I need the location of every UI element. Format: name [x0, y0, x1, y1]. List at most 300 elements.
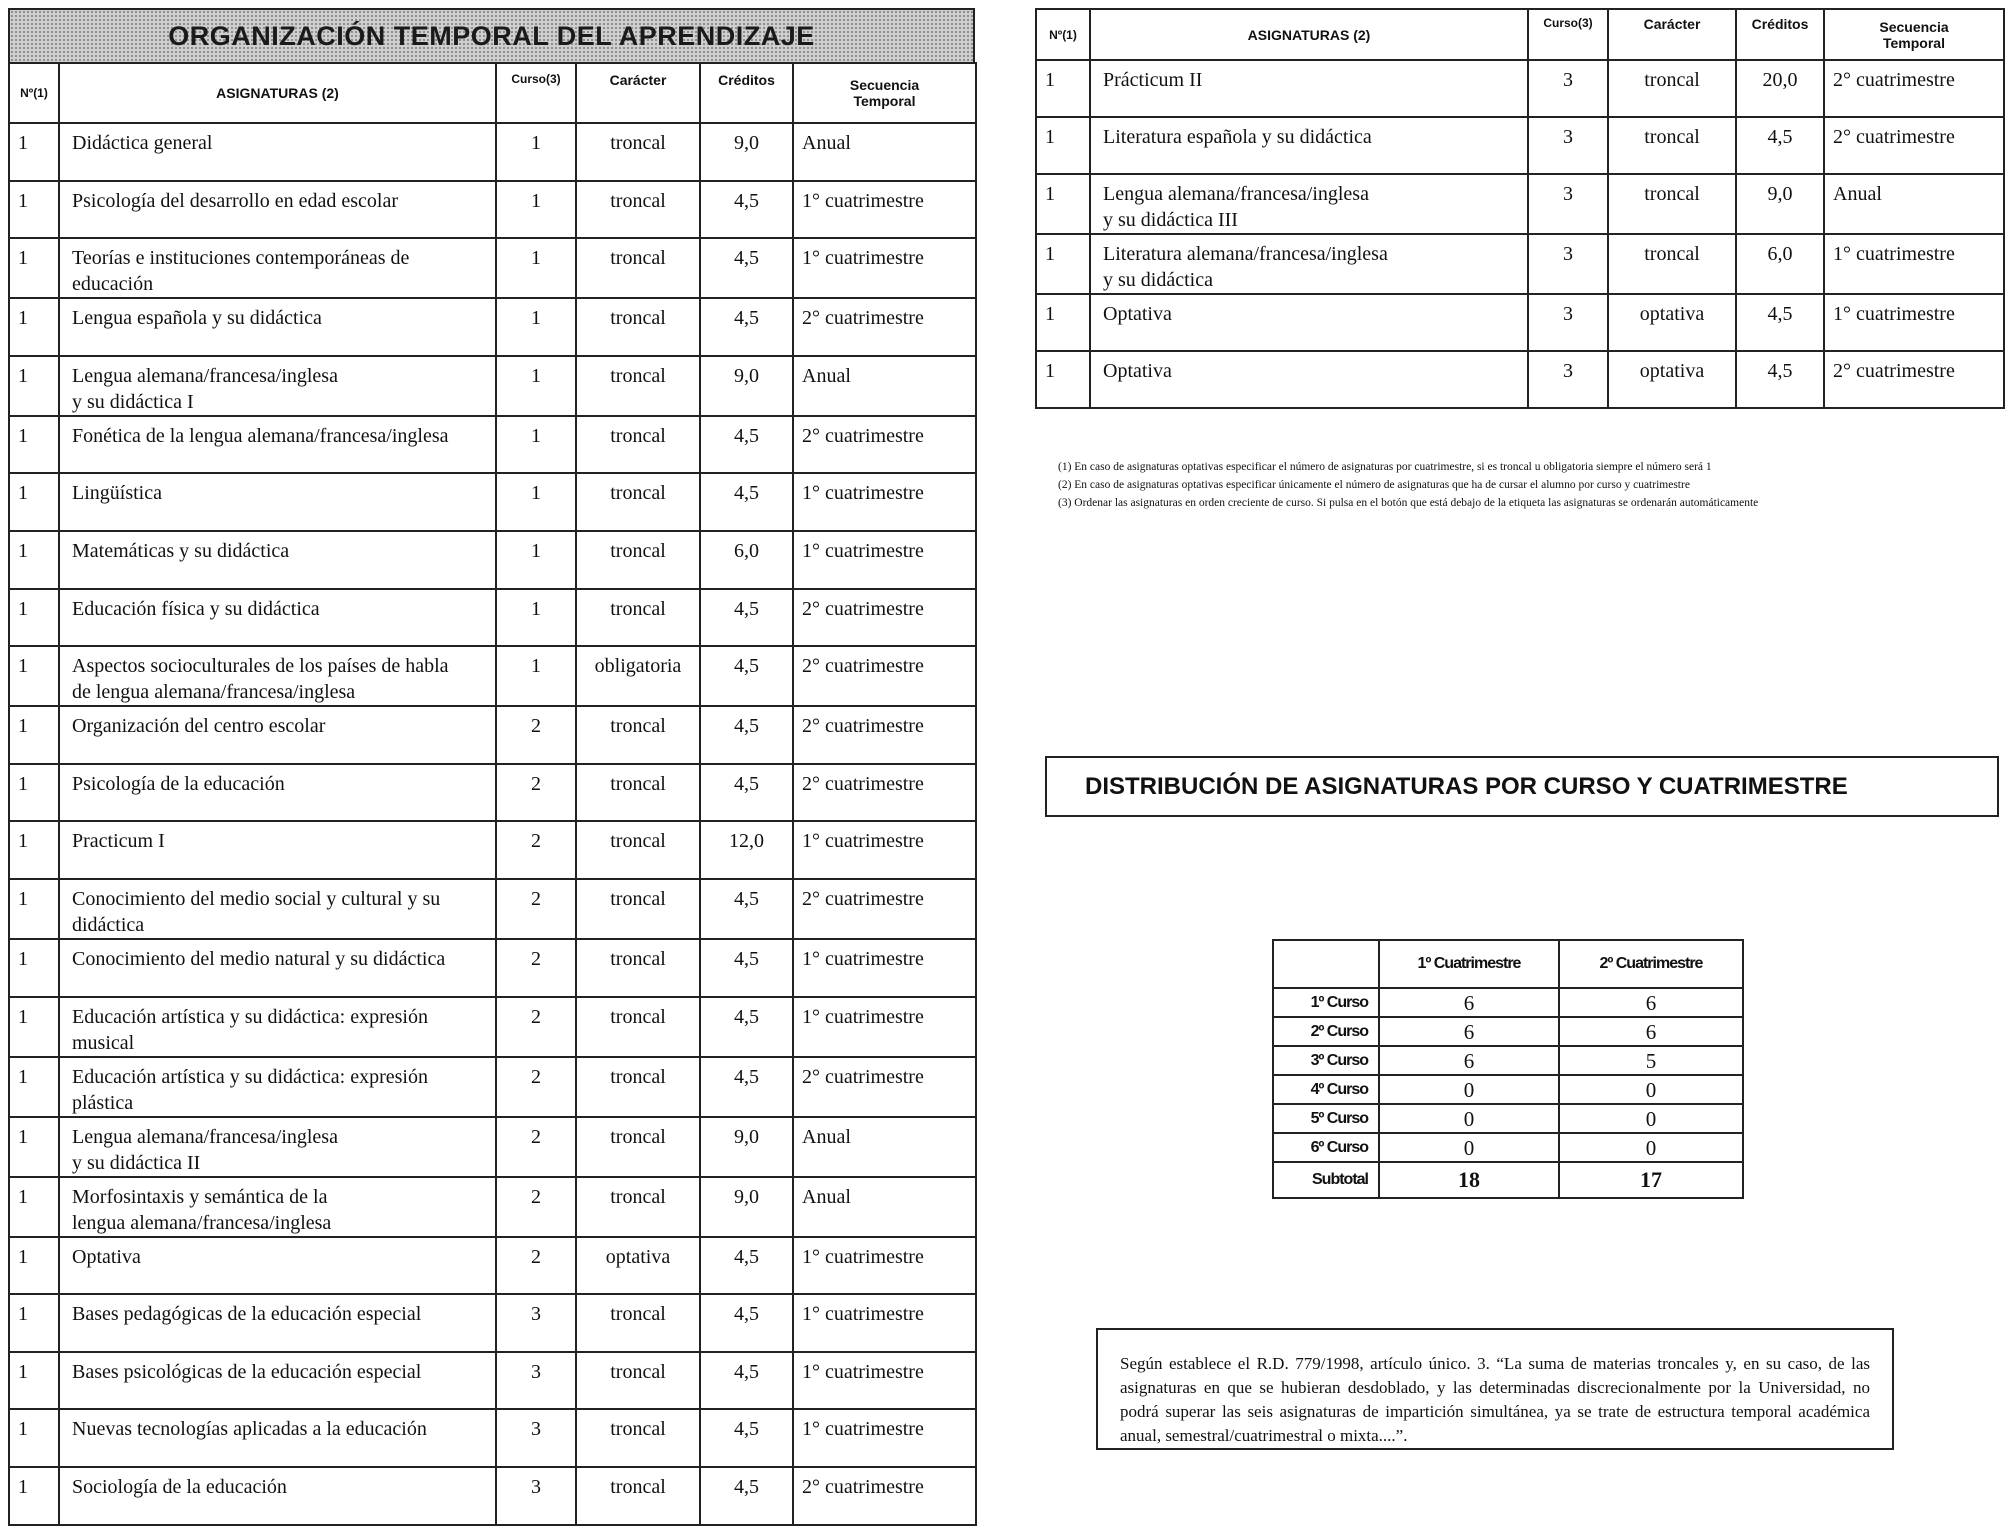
distribution-row: [1273, 988, 1743, 1017]
cell-type: troncal: [1608, 174, 1736, 234]
distribution-row: [1273, 1017, 1743, 1046]
subject-line: y su didáctica I: [72, 390, 194, 413]
distribution-body: [1273, 988, 1743, 1162]
header-num: Nº(1): [9, 63, 59, 123]
cell-type: troncal: [1608, 60, 1736, 117]
cell-subject: [59, 706, 496, 764]
cell-credits: 4,5: [1736, 117, 1824, 174]
subject-line: Educación artística y su didáctica: expresión: [72, 1005, 428, 1028]
table-row: [9, 356, 976, 416]
cell-credits: 4,5: [700, 1294, 793, 1352]
cell-credits: 4,5: [700, 589, 793, 647]
header-course: Curso(3): [496, 63, 576, 123]
cell-num: 1: [9, 1177, 59, 1237]
cell-course: 2: [496, 879, 576, 939]
distribution-row-label: 2º Curso: [1273, 1017, 1379, 1046]
subject-line: Sociología de la educación: [72, 1475, 287, 1498]
cell-num: 1: [9, 706, 59, 764]
header-credits: Créditos: [1736, 9, 1824, 60]
cell-credits: 6,0: [1736, 234, 1824, 294]
cell-course: 1: [496, 356, 576, 416]
table-header-row: [9, 63, 976, 123]
distribution-c2: 6: [1559, 988, 1743, 1017]
subject-line: Bases psicológicas de la educación especial: [72, 1360, 422, 1383]
cell-type: optativa: [1608, 351, 1736, 408]
banner-title: ORGANIZACIÓN TEMPORAL DEL APRENDIZAJE: [168, 20, 815, 51]
cell-num: 1: [9, 1352, 59, 1410]
cell-course: 1: [496, 416, 576, 474]
cell-sequence: 2° cuatrimestre: [793, 589, 976, 647]
cell-num: 1: [1036, 234, 1090, 294]
table-row: [1036, 117, 2004, 174]
cell-credits: 12,0: [700, 821, 793, 879]
subject-line: lengua alemana/francesa/inglesa: [72, 1211, 332, 1234]
subject-line: musical: [72, 1031, 135, 1054]
distribution-row-label: 4º Curso: [1273, 1075, 1379, 1104]
cell-sequence: Anual: [793, 1117, 976, 1177]
cell-type: troncal: [576, 356, 700, 416]
cell-subject: [59, 589, 496, 647]
subject-line: Lingüística: [72, 482, 162, 505]
cell-credits: 4,5: [700, 1057, 793, 1117]
cell-course: 1: [496, 181, 576, 239]
subject-line: Didáctica general: [72, 132, 213, 154]
distribution-row-label: 1º Curso: [1273, 988, 1379, 1017]
table-row: [9, 1352, 976, 1410]
cell-num: 1: [9, 531, 59, 589]
cell-type: troncal: [576, 821, 700, 879]
table-row: [9, 238, 976, 298]
distribution-row: [1273, 1104, 1743, 1133]
cell-subject: [59, 1352, 496, 1410]
subject-line: Optativa: [72, 1245, 141, 1268]
cell-subject: [1090, 351, 1528, 408]
subtotal-c2: 17: [1559, 1162, 1743, 1198]
table-row: [1036, 294, 2004, 351]
cell-num: 1: [9, 1294, 59, 1352]
distribution-row: [1273, 1075, 1743, 1104]
table-row: [9, 1409, 976, 1467]
header-num: Nº(1): [1036, 9, 1090, 60]
cell-subject: [59, 997, 496, 1057]
cell-subject: [1090, 117, 1528, 174]
section-banner: [8, 8, 975, 62]
cell-credits: 4,5: [700, 706, 793, 764]
cell-credits: 9,0: [700, 123, 793, 181]
cell-course: 2: [496, 1057, 576, 1117]
subject-line: Lengua española y su didáctica: [72, 307, 322, 330]
table-body: [1036, 60, 2004, 408]
cell-num: 1: [1036, 351, 1090, 408]
cell-num: 1: [9, 238, 59, 298]
distribution-c2: 0: [1559, 1075, 1743, 1104]
subject-line: Optativa: [1103, 303, 1172, 325]
cell-type: troncal: [576, 1177, 700, 1237]
table-row: [9, 473, 976, 531]
distribution-row-label: 6º Curso: [1273, 1133, 1379, 1162]
cell-sequence: 2° cuatrimestre: [793, 1467, 976, 1525]
cell-num: 1: [9, 123, 59, 181]
cell-num: 1: [9, 1117, 59, 1177]
cell-course: 3: [1528, 174, 1608, 234]
cell-num: 1: [9, 356, 59, 416]
distribution-header-row: [1273, 940, 1743, 988]
cell-subject: [59, 416, 496, 474]
cell-sequence: 2° cuatrimestre: [793, 646, 976, 706]
cell-credits: 4,5: [700, 1409, 793, 1467]
subject-line: Literatura alemana/francesa/inglesa: [1103, 243, 1388, 265]
table-row: [9, 1467, 976, 1525]
table-row: [9, 416, 976, 474]
cell-subject: [59, 821, 496, 879]
table-row: [9, 298, 976, 356]
cell-type: troncal: [576, 123, 700, 181]
cell-sequence: 1° cuatrimestre: [793, 1237, 976, 1295]
distribution-heading: DISTRIBUCIÓN DE ASIGNATURAS POR CURSO Y CUATRIMESTRE: [1085, 772, 1848, 800]
subject-line: Optativa: [1103, 360, 1172, 382]
distribution-row-label: 3º Curso: [1273, 1046, 1379, 1075]
table-row: [9, 879, 976, 939]
cell-sequence: 2° cuatrimestre: [793, 764, 976, 822]
cell-type: troncal: [576, 238, 700, 298]
cell-credits: 4,5: [700, 416, 793, 474]
cell-type: optativa: [1608, 294, 1736, 351]
cell-type: troncal: [576, 1117, 700, 1177]
distribution-corner: [1273, 940, 1379, 988]
subject-line: Literatura española y su didáctica: [1103, 126, 1372, 148]
cell-type: troncal: [576, 1294, 700, 1352]
cell-course: 2: [496, 706, 576, 764]
subject-line: Lengua alemana/francesa/inglesa: [72, 364, 338, 387]
cell-sequence: Anual: [1824, 174, 2004, 234]
table-row: [1036, 351, 2004, 408]
cell-sequence: 2° cuatrimestre: [1824, 117, 2004, 174]
cell-sequence: 1° cuatrimestre: [793, 1352, 976, 1410]
subject-line: Conocimiento del medio natural y su didáctica: [72, 947, 446, 970]
table-body: [9, 123, 976, 1525]
subject-line: Fonética de la lengua alemana/francesa/inglesa: [72, 424, 449, 447]
cell-course: 2: [496, 939, 576, 997]
subject-line: Psicología del desarrollo en edad escolar: [72, 189, 398, 212]
distribution-c1: 0: [1379, 1104, 1559, 1133]
cell-subject: [59, 238, 496, 298]
subject-line: Matemáticas y su didáctica: [72, 539, 290, 562]
distribution-subtotal-row: [1273, 1162, 1743, 1198]
cell-num: 1: [9, 1409, 59, 1467]
subject-line: plástica: [72, 1091, 134, 1114]
cell-type: optativa: [576, 1237, 700, 1295]
cell-num: 1: [9, 589, 59, 647]
cell-sequence: 2° cuatrimestre: [1824, 60, 2004, 117]
table-row: [9, 706, 976, 764]
cell-course: 1: [496, 646, 576, 706]
distribution-row: [1273, 1046, 1743, 1075]
subject-line: Psicología de la educación: [72, 772, 285, 795]
cell-type: troncal: [576, 1467, 700, 1525]
cell-subject: [59, 473, 496, 531]
left-panel: [8, 8, 975, 1526]
cell-course: 1: [496, 123, 576, 181]
footnote-3: (3) Ordenar las asignaturas en orden creciente de curso. Si pulsa en el botón que está debajo de la etiqueta las asignaturas se ordenarán automáticamente: [1058, 497, 1759, 509]
cell-subject: [59, 1409, 496, 1467]
header-type: Carácter: [1608, 9, 1736, 60]
subject-line: Practicum I: [72, 830, 165, 853]
cell-course: 1: [496, 589, 576, 647]
cell-sequence: 1° cuatrimestre: [793, 821, 976, 879]
cell-type: troncal: [576, 416, 700, 474]
cell-course: 2: [496, 997, 576, 1057]
cell-credits: 4,5: [700, 879, 793, 939]
distribution-c2: 0: [1559, 1104, 1743, 1133]
distribution-col-2: 2º Cuatrimestre: [1559, 940, 1743, 988]
table-row: [9, 646, 976, 706]
subject-line: Conocimiento del medio social y cultural y su: [72, 887, 441, 910]
cell-type: troncal: [576, 997, 700, 1057]
cell-credits: 9,0: [700, 356, 793, 416]
cell-sequence: Anual: [793, 356, 976, 416]
subtotal-c1: 18: [1379, 1162, 1559, 1198]
cell-type: troncal: [576, 473, 700, 531]
subject-line: de lengua alemana/francesa/inglesa: [72, 681, 356, 704]
cell-sequence: 1° cuatrimestre: [793, 1409, 976, 1467]
cell-credits: 4,5: [700, 939, 793, 997]
cell-credits: 4,5: [700, 1352, 793, 1410]
table-header-row: [1036, 9, 2004, 60]
cell-sequence: 2° cuatrimestre: [793, 879, 976, 939]
distribution-c2: 5: [1559, 1046, 1743, 1075]
subject-line: Nuevas tecnologías aplicadas a la educación: [72, 1418, 427, 1441]
cell-type: troncal: [576, 589, 700, 647]
cell-credits: 4,5: [1736, 294, 1824, 351]
cell-subject: [59, 879, 496, 939]
cell-subject: [1090, 294, 1528, 351]
cell-subject: [59, 123, 496, 181]
table-row: [9, 821, 976, 879]
table-row: [1036, 234, 2004, 294]
cell-credits: 4,5: [700, 238, 793, 298]
cell-course: 2: [496, 821, 576, 879]
cell-num: 1: [9, 1057, 59, 1117]
cell-subject: [1090, 174, 1528, 234]
distribution-row: [1273, 1133, 1743, 1162]
cell-course: 1: [496, 238, 576, 298]
distribution-row-label: 5º Curso: [1273, 1104, 1379, 1133]
cell-num: 1: [9, 939, 59, 997]
cell-subject: [59, 1117, 496, 1177]
footnote-2: (2) En caso de asignaturas optativas especificar únicamente el número de asignaturas que ha de cursar el alumno por curso y cuatrimestre: [1058, 479, 1690, 491]
cell-sequence: Anual: [793, 123, 976, 181]
header-sequence: Secuencia Temporal: [1824, 9, 2004, 60]
table-row: [9, 589, 976, 647]
footnotes: [1058, 458, 1998, 512]
cell-type: troncal: [576, 939, 700, 997]
cell-subject: [59, 1177, 496, 1237]
subtotal-label: Subtotal: [1273, 1162, 1379, 1198]
cell-num: 1: [9, 997, 59, 1057]
subject-line: Educación artística y su didáctica: expresión: [72, 1065, 428, 1088]
cell-credits: 4,5: [700, 181, 793, 239]
cell-subject: [1090, 234, 1528, 294]
distribution-c1: 6: [1379, 1017, 1559, 1046]
subject-line: y su didáctica II: [72, 1151, 201, 1174]
distribution-c1: 0: [1379, 1075, 1559, 1104]
cell-sequence: 2° cuatrimestre: [793, 298, 976, 356]
table-row: [1036, 174, 2004, 234]
cell-course: 2: [496, 1237, 576, 1295]
header-subject: ASIGNATURAS (2): [1090, 9, 1528, 60]
cell-course: 3: [1528, 60, 1608, 117]
cell-subject: [59, 764, 496, 822]
cell-subject: [59, 1294, 496, 1352]
cell-subject: [59, 181, 496, 239]
cell-credits: 9,0: [1736, 174, 1824, 234]
cell-sequence: 2° cuatrimestre: [1824, 351, 2004, 408]
cell-sequence: Anual: [793, 1177, 976, 1237]
cell-course: 3: [496, 1294, 576, 1352]
subject-line: Morfosintaxis y semántica de la: [72, 1185, 328, 1208]
cell-num: 1: [1036, 174, 1090, 234]
subjects-table-right: [1035, 8, 2005, 409]
cell-credits: 4,5: [700, 1237, 793, 1295]
cell-sequence: 2° cuatrimestre: [793, 416, 976, 474]
cell-course: 1: [496, 473, 576, 531]
cell-course: 2: [496, 764, 576, 822]
table-row: [9, 1294, 976, 1352]
cell-type: troncal: [576, 1057, 700, 1117]
subject-line: Prácticum II: [1103, 69, 1203, 91]
cell-sequence: 1° cuatrimestre: [793, 531, 976, 589]
cell-subject: [59, 1237, 496, 1295]
subject-line: educación: [72, 273, 154, 296]
cell-course: 3: [496, 1467, 576, 1525]
cell-credits: 9,0: [700, 1117, 793, 1177]
cell-num: 1: [9, 879, 59, 939]
cell-num: 1: [1036, 294, 1090, 351]
cell-type: troncal: [576, 706, 700, 764]
cell-num: 1: [9, 764, 59, 822]
cell-num: 1: [9, 416, 59, 474]
cell-type: troncal: [1608, 117, 1736, 174]
cell-credits: 20,0: [1736, 60, 1824, 117]
cell-subject: [59, 1467, 496, 1525]
cell-sequence: 1° cuatrimestre: [1824, 294, 2004, 351]
cell-sequence: 1° cuatrimestre: [793, 997, 976, 1057]
cell-subject: [59, 531, 496, 589]
subject-line: y su didáctica III: [1103, 209, 1238, 231]
table-row: [9, 181, 976, 239]
cell-sequence: 1° cuatrimestre: [793, 1294, 976, 1352]
distribution-c2: 6: [1559, 1017, 1743, 1046]
header-course: Curso(3): [1528, 9, 1608, 60]
subject-line: Lengua alemana/francesa/inglesa: [72, 1125, 338, 1148]
cell-credits: 6,0: [700, 531, 793, 589]
subject-line: Educación física y su didáctica: [72, 597, 320, 620]
cell-credits: 4,5: [700, 646, 793, 706]
table-row: [9, 1057, 976, 1117]
cell-credits: 4,5: [1736, 351, 1824, 408]
cell-type: troncal: [576, 298, 700, 356]
cell-type: troncal: [576, 1409, 700, 1467]
cell-type: troncal: [576, 1352, 700, 1410]
cell-subject: [59, 939, 496, 997]
table-row: [9, 939, 976, 997]
cell-num: 1: [9, 473, 59, 531]
cell-type: troncal: [576, 764, 700, 822]
cell-sequence: 1° cuatrimestre: [793, 939, 976, 997]
cell-type: troncal: [576, 879, 700, 939]
cell-credits: 9,0: [700, 1177, 793, 1237]
subject-line: Teorías e instituciones contemporáneas de: [72, 247, 410, 270]
table-row: [9, 1237, 976, 1295]
subject-line: Bases pedagógicas de la educación especial: [72, 1303, 422, 1326]
cell-credits: 4,5: [700, 764, 793, 822]
distribution-c1: 6: [1379, 1046, 1559, 1075]
cell-type: obligatoria: [576, 646, 700, 706]
cell-course: 2: [496, 1117, 576, 1177]
cell-course: 1: [496, 531, 576, 589]
cell-num: 1: [9, 298, 59, 356]
table-row: [9, 531, 976, 589]
table-row: [9, 997, 976, 1057]
distribution-c1: 0: [1379, 1133, 1559, 1162]
table-row: [1036, 60, 2004, 117]
table-row: [9, 1117, 976, 1177]
subject-line: Aspectos socioculturales de los países de habla: [72, 655, 449, 678]
cell-credits: 4,5: [700, 298, 793, 356]
subject-line: Organización del centro escolar: [72, 715, 326, 738]
cell-type: troncal: [1608, 234, 1736, 294]
distribution-c1: 6: [1379, 988, 1559, 1017]
header-credits: Créditos: [700, 63, 793, 123]
table-row: [9, 764, 976, 822]
cell-num: 1: [9, 821, 59, 879]
subject-line: didáctica: [72, 913, 145, 936]
cell-subject: [59, 1057, 496, 1117]
cell-sequence: 1° cuatrimestre: [793, 238, 976, 298]
cell-course: 3: [1528, 351, 1608, 408]
distribution-table: [1272, 939, 1744, 1199]
distribution-col-1: 1º Cuatrimestre: [1379, 940, 1559, 988]
cell-num: 1: [1036, 60, 1090, 117]
cell-course: 3: [1528, 117, 1608, 174]
cell-subject: [59, 646, 496, 706]
cell-sequence: 1° cuatrimestre: [1824, 234, 2004, 294]
cell-subject: [59, 356, 496, 416]
cell-sequence: 1° cuatrimestre: [793, 181, 976, 239]
cell-num: 1: [1036, 117, 1090, 174]
cell-credits: 4,5: [700, 473, 793, 531]
cell-sequence: 2° cuatrimestre: [793, 1057, 976, 1117]
cell-course: 2: [496, 1177, 576, 1237]
subject-line: Lengua alemana/francesa/inglesa: [1103, 183, 1369, 205]
cell-num: 1: [9, 1237, 59, 1295]
subject-line: y su didáctica: [1103, 269, 1213, 291]
header-sequence: Secuencia Temporal: [793, 63, 976, 123]
cell-course: 3: [1528, 294, 1608, 351]
cell-num: 1: [9, 646, 59, 706]
cell-type: troncal: [576, 181, 700, 239]
cell-num: 1: [9, 1467, 59, 1525]
cell-sequence: 2° cuatrimestre: [793, 706, 976, 764]
cell-sequence: 1° cuatrimestre: [793, 473, 976, 531]
header-subject: ASIGNATURAS (2): [59, 63, 496, 123]
subjects-table-left: [8, 62, 977, 1526]
cell-course: 3: [496, 1409, 576, 1467]
cell-subject: [1090, 60, 1528, 117]
cell-course: 1: [496, 298, 576, 356]
header-type: Carácter: [576, 63, 700, 123]
cell-type: troncal: [576, 531, 700, 589]
